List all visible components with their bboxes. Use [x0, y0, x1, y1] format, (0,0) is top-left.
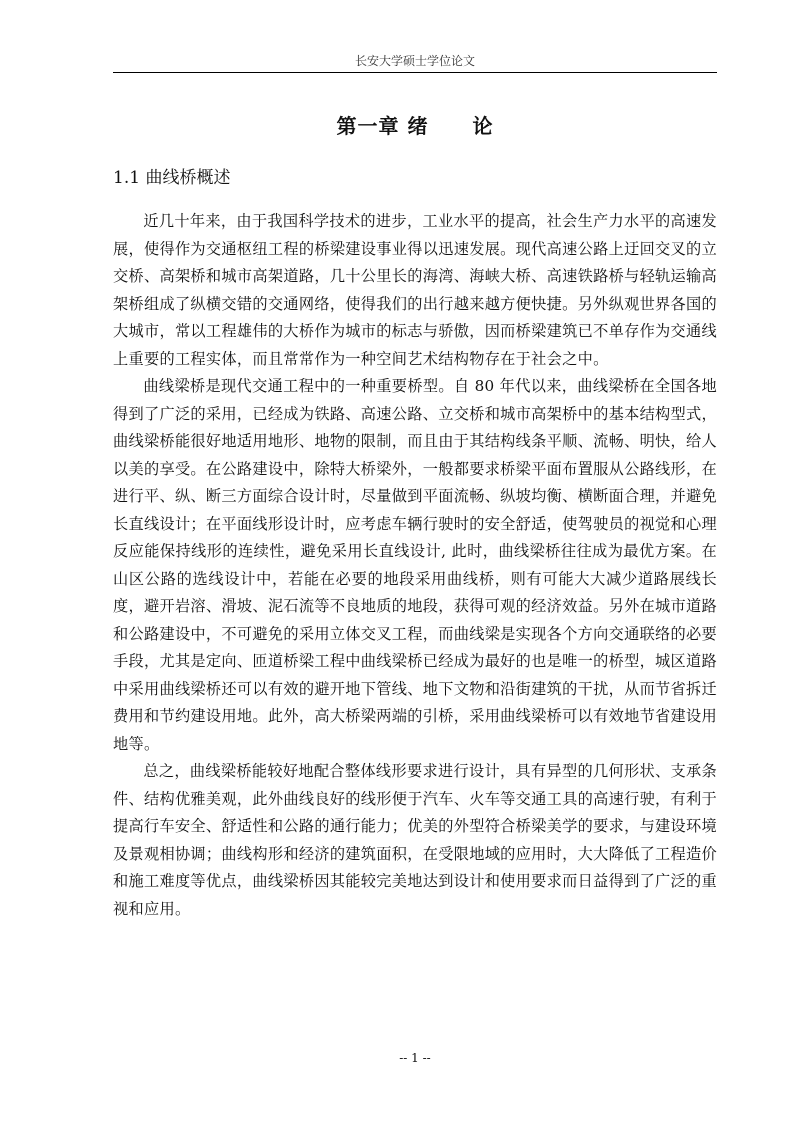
paragraph-2: 曲线梁桥是现代交通工程中的一种重要桥型。自 80 年代以来，曲线梁桥在全国各地得到了广泛的采用，已经成为铁路、高速公路、立交桥和城市高架桥中的基本结构型式，曲线梁桥能很好地适用地形、地物的限制，而且由于其结构线条平顺、流畅、明快，给人以美的享受。在公路建设中，除特大桥梁外，一般都要求桥梁平面布置服从公路线形，在进行平、纵、断三方面综合设计时，尽量做到平面流畅、纵坡均衡、横断面合理，并避免长直线设计；在平面线形设计时，应考虑车辆行驶时的安全舒适，使驾驶员的视觉和心理反应能保持线形的连续性，避免采用长直线设计, 此时，曲线梁桥往往成为最优方案。在山区公路的选线设计中，若能在必要的地段采用曲线桥，则有可能大大减少道路展线长度，避开岩溶、滑坡、泥石流等不良地质的地段，获得可观的经济效益。另外在城市道路和公路建设中，不可避免的采用立体交叉工程，而曲线梁是实现各个方向交通联络的必要手段，尤其是定向、匝道桥梁工程中曲线梁桥已经成为最好的也是唯一的桥型，城区道路中采用曲线梁桥还可以有效的避开地下管线、地下文物和沿街建筑的干扰，从而节省拆迁费用和节约建设用地。此外，高大桥梁两端的引桥，采用曲线梁桥可以有效地节省建设用地等。	[113, 377, 718, 753]
paragraph-1: 近几十年来，由于我国科学技术的进步，工业水平的提高，社会生产力水平的高速发展，使得作为交通枢纽工程的桥梁建设事业得以迅速发展。现代高速公路上迂回交叉的立交桥、高架桥和城市高架道路，几十公里长的海湾、海峡大桥、高速铁路桥与轻轨运输高架桥组成了纵横交错的交通网络，使得我们的出行越来越方便快捷。另外纵观世界各国的大城市，常以工程雄伟的大桥作为城市的标志与骄傲，因而桥梁建筑已不单存作为交通线上重要的工程实体，而且常常作为一种空间艺术结构物存在于社会之中。	[113, 212, 718, 368]
section-heading: 1.1 曲线桥概述	[113, 168, 231, 188]
chapter-title	[113, 112, 717, 140]
page-number: -- 1 --	[399, 1051, 431, 1065]
chapter-title-tail: 论	[472, 114, 494, 138]
body-text	[113, 208, 717, 923]
chapter-title-main: 第一章 绪	[336, 114, 429, 138]
paragraph-3: 总之，曲线梁桥能较好地配合整体线形要求进行设计，具有异型的几何形状、支承条件、结构优雅美观，此外曲线良好的线形便于汽车、火车等交通工具的高速行驶，有利于提高行车安全、舒适性和公路的通行能力；优美的外型符合桥梁美学的要求，与建设环境及景观相协调；曲线构形和经济的建筑面积，在受限地域的应用时，大大降低了工程造价和施工难度等优点，曲线梁桥因其能较完美地达到设计和使用要求而日益得到了广泛的重视和应用。	[113, 762, 718, 918]
running-header: 长安大学硕士学位论文	[354, 54, 475, 68]
header-rule	[113, 72, 717, 73]
